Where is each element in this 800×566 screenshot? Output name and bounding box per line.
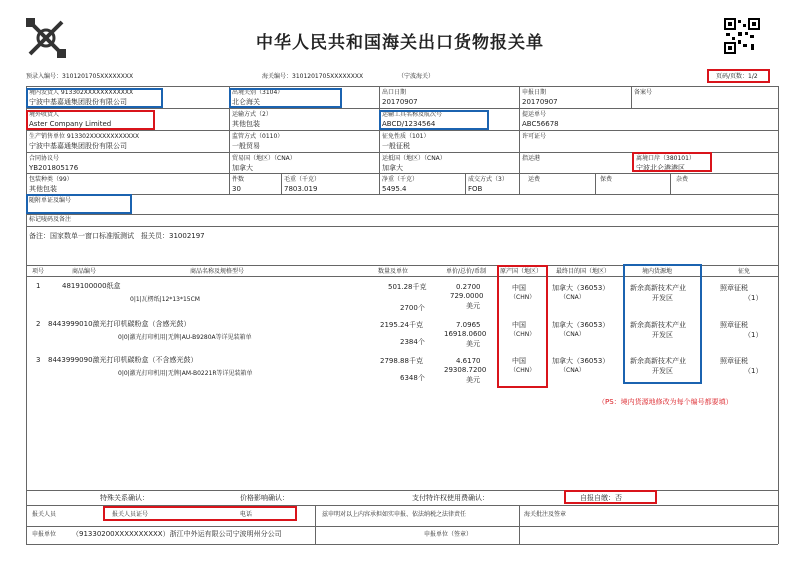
goods-header-qty: 数量及单位 <box>378 268 409 275</box>
shipper-highlight <box>26 88 163 108</box>
goods-qty2: 6348个 <box>400 374 425 382</box>
bl-label: 提运单号 <box>522 111 547 118</box>
goods-header-source: 境内货源地 <box>642 268 673 275</box>
goods-origin-code: （CHN） <box>510 331 536 338</box>
goods-total: 16918.0600 <box>444 330 487 338</box>
leave-port-label: 离境口岸（380101） <box>636 155 695 162</box>
insurance-label: 保费 <box>600 176 613 183</box>
declare-date-value: 20170907 <box>522 98 558 106</box>
qr-code-icon <box>724 18 760 54</box>
consignee-label: 境外收货人 <box>29 111 60 118</box>
goods-final: 加拿大（36053） <box>552 321 610 329</box>
declarant-highlight <box>103 506 297 521</box>
vehicle-value: ABCD/1234564 <box>382 120 436 128</box>
goods-source2: 开发区 <box>652 294 673 302</box>
exit-port-label: 出境关别（3104） <box>232 89 284 96</box>
goods-header-levy: 征免 <box>738 268 751 275</box>
agent-label: 申报单位 <box>32 531 57 538</box>
marks-label: 标记唛码及备注 <box>29 216 72 223</box>
package-value: 其他包装 <box>29 185 57 193</box>
goods-source1: 新余高新技术产业 <box>630 357 686 365</box>
goods-header-final: 最终目的国（地区） <box>556 268 611 275</box>
goods-currency: 美元 <box>466 376 480 384</box>
goods-origin-code: （CHN） <box>510 294 536 301</box>
source-column-highlight <box>623 264 702 384</box>
goods-spec: 0|0|激光打印机用|无牌|AU-B9280A等详见装箱单 <box>118 334 252 341</box>
supervision-value: 一般贸易 <box>232 142 260 150</box>
goods-origin: 中国 <box>512 321 526 329</box>
agent-seal: 申报单位（签章） <box>424 531 473 538</box>
docs-highlight <box>26 194 132 214</box>
exit-date-label: 出口日期 <box>382 89 407 96</box>
exit-date-value: 20170907 <box>382 98 418 106</box>
leave-port-highlight <box>632 152 712 172</box>
statement: 兹申明对以上内容承担如实申报、依法纳税之法律责任 <box>322 511 467 518</box>
goods-levy2: （1） <box>744 367 763 375</box>
vehicle-label: 运输工具名称及航次号 <box>382 111 443 118</box>
goods-total: 29308.7200 <box>444 366 487 374</box>
goods-unit-price: 7.0965 <box>456 321 481 329</box>
goods-header-no: 项号 <box>32 268 45 275</box>
shipper-name: 宁波中基嘉通集团股份有限公司 <box>29 98 127 106</box>
self-report-highlight <box>564 490 657 504</box>
trade-country-value: 加拿大 <box>232 164 253 172</box>
phone-label: 电话 <box>240 511 253 518</box>
pieces-value: 30 <box>232 185 241 193</box>
goods-qty1: 2798.88千克 <box>380 357 423 365</box>
goods-unit-price: 4.6170 <box>456 357 481 365</box>
goods-spec: 0|0|激光打印机用|无牌|AM-B0221R等详见装箱单 <box>118 370 253 377</box>
goods-final: 加拿大（36053） <box>552 284 610 292</box>
producer-label: 生产销售单位 913302XXXXXXXXXXXX <box>29 133 140 140</box>
remarks: 备注：国家数单一窗口标准版测试 报关员：31002197 <box>29 232 205 240</box>
terms-value: FOB <box>468 185 483 193</box>
goods-levy2: （1） <box>744 294 763 302</box>
package-label: 包装种类（99） <box>29 176 73 183</box>
customs-number: 海关编号：3101201705XXXXXXXX <box>262 73 364 80</box>
shipper-label: 境内发货人 913302XXXXXXXXXXXX <box>29 89 134 96</box>
special-relationship: 特殊关系确认： <box>100 494 149 502</box>
goods-code: 8443999010激光打印机碳粉盒（含感光鼓） <box>48 320 191 328</box>
goods-final: 加拿大（36053） <box>552 357 610 365</box>
tax-value: 一般征税 <box>382 142 410 150</box>
goods-source2: 开发区 <box>652 367 673 375</box>
ps-note: （PS：境内货源地修改为每个编号都要填） <box>598 398 733 406</box>
page-indicator: 页码/页数：1/2 <box>716 73 758 80</box>
goods-total: 729.0000 <box>450 292 484 300</box>
freight-label: 运费 <box>528 176 541 183</box>
tax-label: 征免性质（101） <box>382 133 430 140</box>
trade-country-label: 贸易国（地区）（CNA） <box>232 155 296 162</box>
goods-origin-code: （CHN） <box>510 367 536 374</box>
net-label: 净重（千克） <box>382 176 419 183</box>
agent-value: （91330200XXXXXXXXXX）浙江中外运有限公司宁波明州分公司 <box>72 530 282 538</box>
goods-unit-price: 0.2700 <box>456 283 481 291</box>
gross-value: 7803.019 <box>284 185 318 193</box>
origin-column-highlight <box>497 265 548 388</box>
self-report: 自报自缴：否 <box>580 494 622 502</box>
goods-qty2: 2700个 <box>400 304 425 312</box>
record-label: 备案号 <box>634 89 653 96</box>
transport-mode-value: 其他包装 <box>232 120 260 128</box>
goods-header-origin: 原产国（地区） <box>500 268 543 275</box>
declarant-cert: 报关人员证号 <box>112 511 149 518</box>
net-value: 5495.4 <box>382 185 407 193</box>
contract-label: 合同协议号 <box>29 155 60 162</box>
consignee-value: Aster Company Limited <box>29 120 112 128</box>
gross-label: 毛重（千克） <box>284 176 321 183</box>
exit-port-highlight <box>229 88 342 108</box>
royalty-confirm: 支付特许权使用费确认： <box>412 494 489 502</box>
goods-no: 2 <box>36 320 41 328</box>
goods-qty1: 501.28千克 <box>388 283 427 291</box>
pieces-label: 件数 <box>232 176 245 183</box>
bl-value: ABC56678 <box>522 120 559 128</box>
dest-country-value: 加拿大 <box>382 164 403 172</box>
contract-value: YB201805176 <box>29 164 79 172</box>
customs-office: （宁波海关） <box>398 73 435 80</box>
goods-header-code: 商品编号 <box>72 268 97 275</box>
goods-currency: 美元 <box>466 340 480 348</box>
goods-no: 3 <box>36 356 41 364</box>
transport-mode-label: 运输方式（2） <box>232 111 272 118</box>
goods-source1: 新余高新技术产业 <box>630 284 686 292</box>
supervision-label: 监管方式（0110） <box>232 133 284 140</box>
license-label: 许可证号 <box>522 133 547 140</box>
dest-country-label: 运抵国（地区）（CNA） <box>382 155 446 162</box>
goods-header-price: 单价/总价/币制 <box>446 268 487 275</box>
producer-value: 宁波中基嘉通集团股份有限公司 <box>29 142 127 150</box>
goods-qty1: 2195.24千克 <box>380 321 423 329</box>
goods-final-code: （CNA） <box>560 294 585 301</box>
goods-source2: 开发区 <box>652 331 673 339</box>
misc-label: 杂费 <box>676 176 689 183</box>
page-indicator-highlight <box>707 69 770 83</box>
goods-origin: 中国 <box>512 357 526 365</box>
goods-no: 1 <box>36 282 41 290</box>
goods-levy1: 照章征税 <box>720 284 748 292</box>
goods-final-code: （CNA） <box>560 367 585 374</box>
port-label: 指运港 <box>522 155 541 162</box>
goods-final-code: （CNA） <box>560 331 585 338</box>
goods-source1: 新余高新技术产业 <box>630 321 686 329</box>
goods-currency: 美元 <box>466 302 480 310</box>
goods-code: 4819100000纸盒 <box>62 282 121 290</box>
goods-spec: 0|1|瓦楞纸|12*13*15CM <box>130 296 200 303</box>
goods-header-name: 商品名称及规格型号 <box>190 268 245 275</box>
terms-label: 成交方式（3） <box>468 176 508 183</box>
goods-qty2: 2384个 <box>400 338 425 346</box>
leave-port-value: 宁波北仑港港区 <box>636 164 685 172</box>
price-influence: 价格影响确认： <box>240 494 289 502</box>
consignee-highlight <box>26 110 155 130</box>
customs-sign: 海关批注及签章 <box>524 511 567 518</box>
page-title: 中华人民共和国海关出口货物报关单 <box>256 33 544 53</box>
declare-date-label: 申报日期 <box>522 89 547 96</box>
vehicle-highlight <box>379 110 489 130</box>
goods-origin: 中国 <box>512 284 526 292</box>
goods-levy1: 照章征税 <box>720 357 748 365</box>
declarant-label: 报关人员 <box>32 511 57 518</box>
goods-levy1: 照章征税 <box>720 321 748 329</box>
goods-levy2: （1） <box>744 331 763 339</box>
exit-port-value: 北仑海关 <box>232 98 260 106</box>
goods-code: 8443999090激光打印机碳粉盒（不含感光鼓） <box>48 356 198 364</box>
pre-entry-number: 预录入编号：3101201705XXXXXXXX <box>26 73 134 80</box>
docs-label: 随附单证及编号 <box>29 197 72 204</box>
